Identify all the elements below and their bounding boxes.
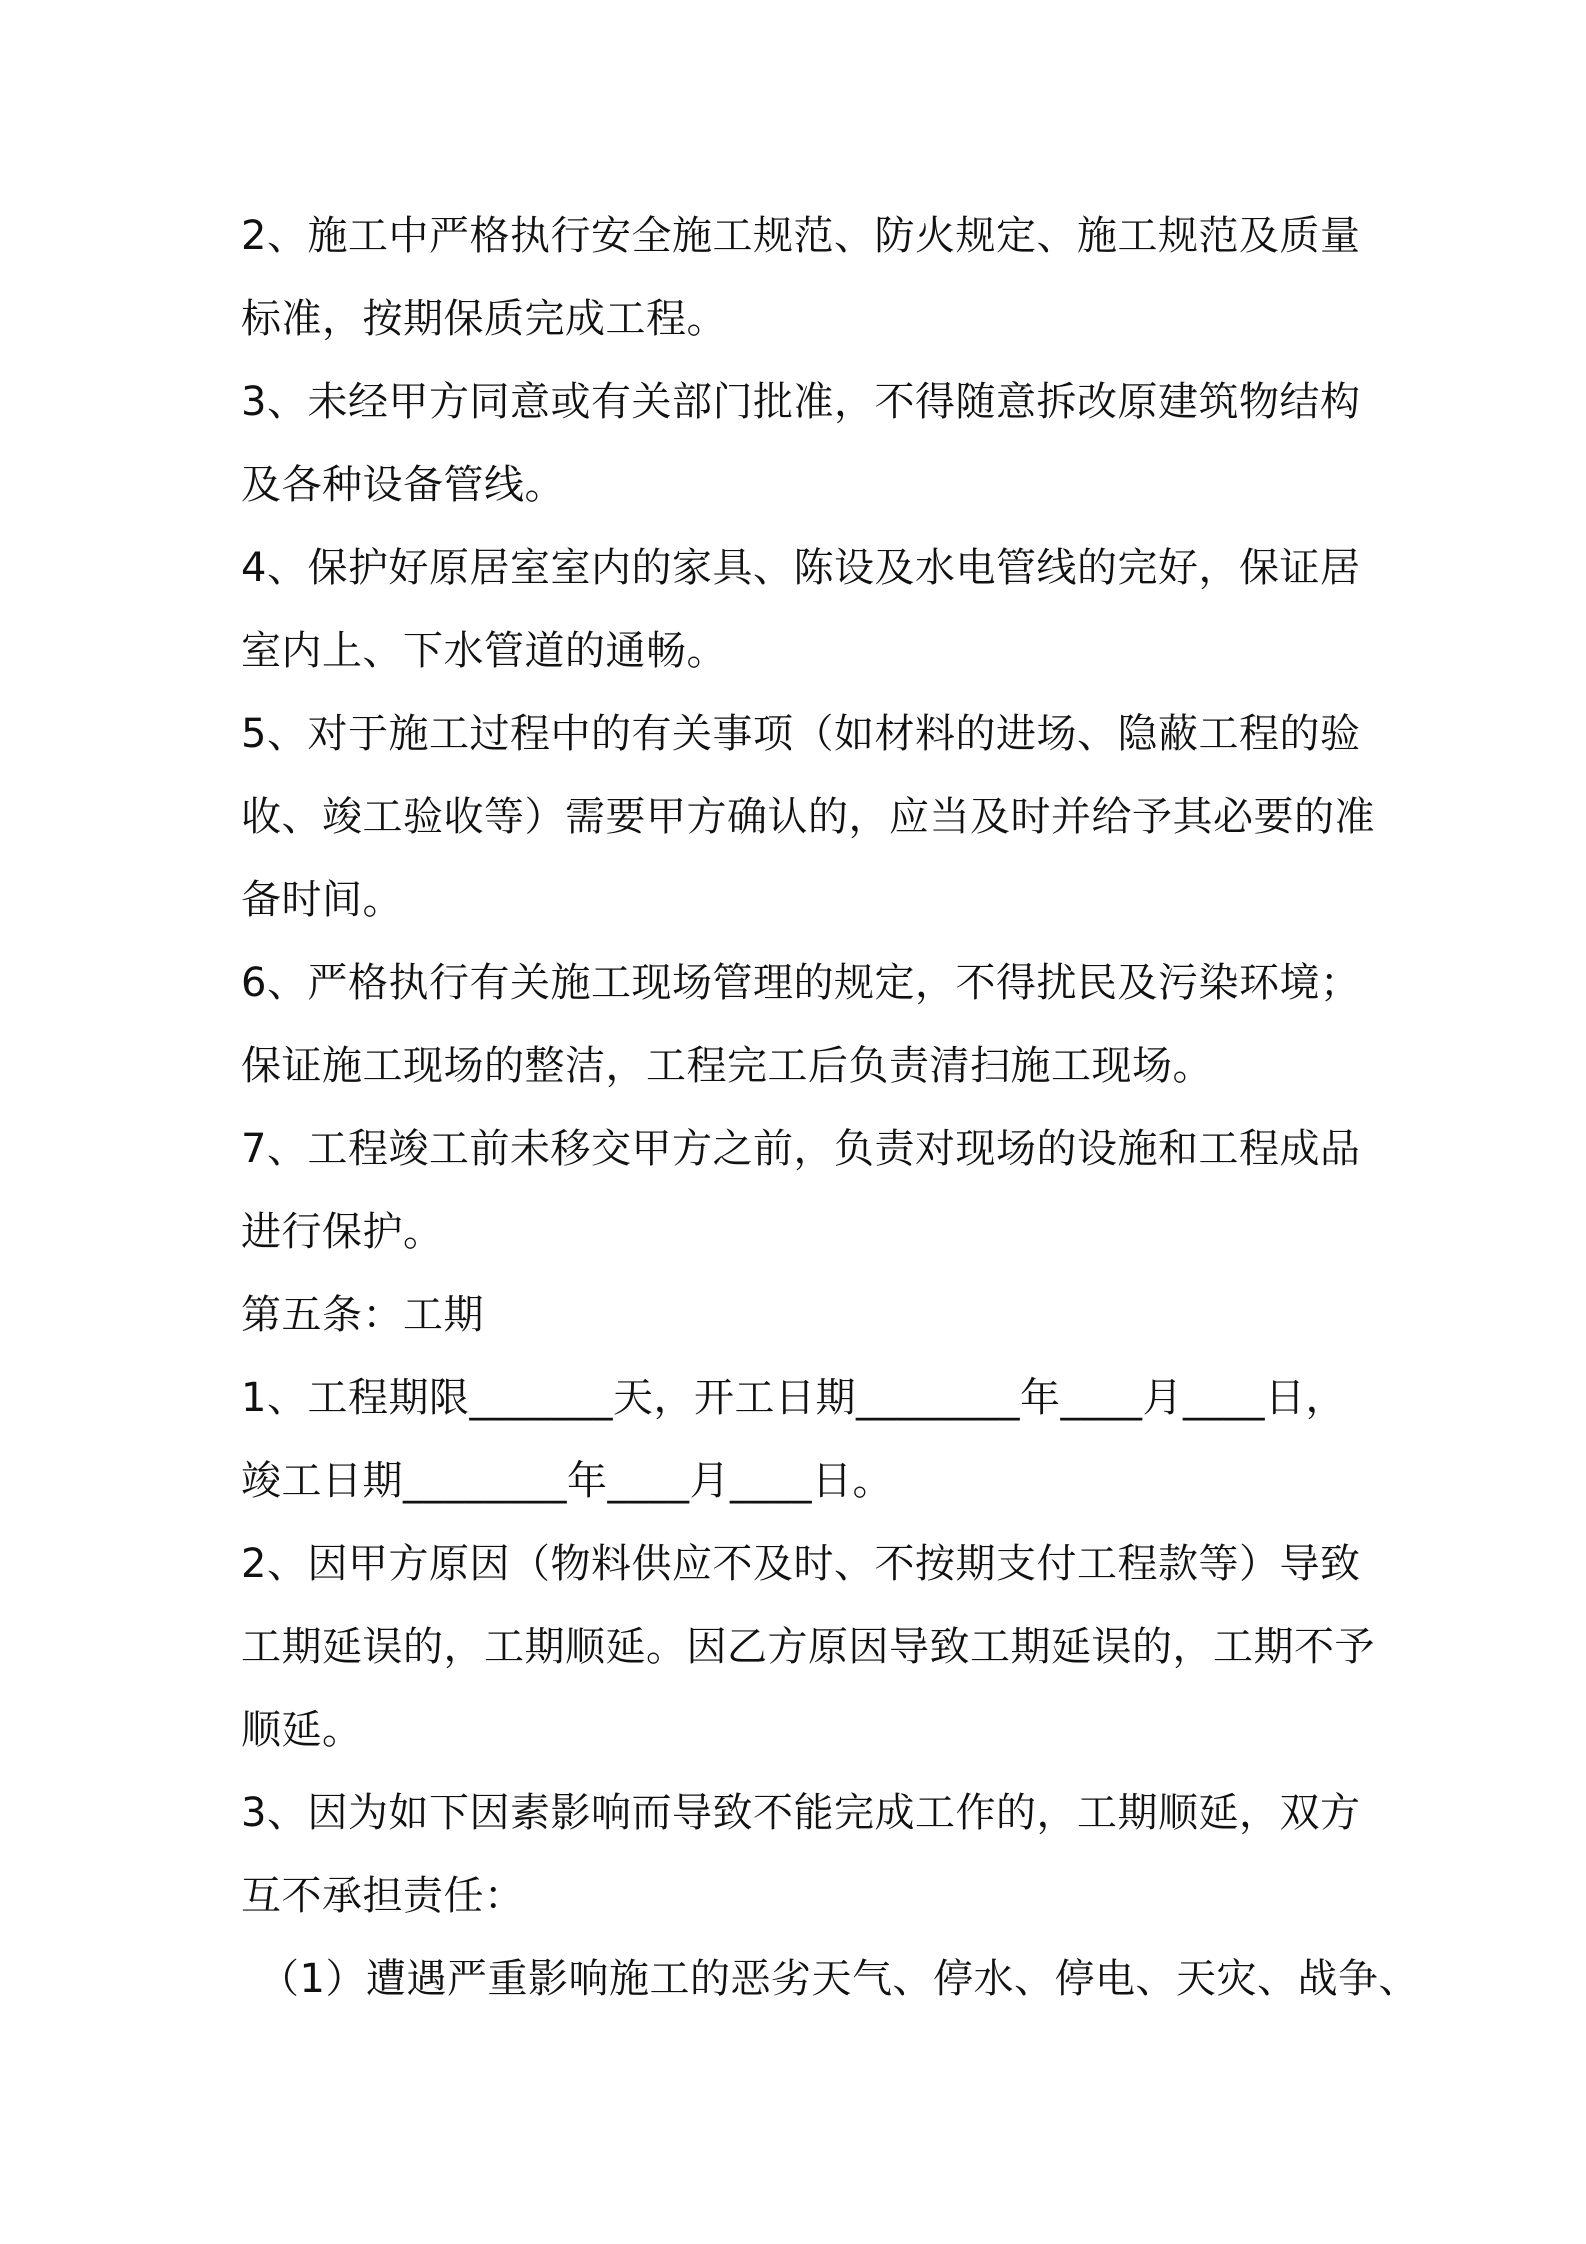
- text-line: 收、竣工验收等）需要甲方确认的，应当及时并给予其必要的准: [241, 794, 1375, 840]
- document-body: [241, 195, 1419, 2021]
- text-line: 2、施工中严格执行安全施工规范、防火规定、施工规范及质量: [241, 213, 1361, 259]
- text-line: 5、对于施工过程中的有关事项（如材料的进场、隐蔽工程的验: [241, 711, 1361, 757]
- text-line: 工期延误的，工期顺延。因乙方原因导致工期延误的，工期不予: [241, 1624, 1375, 1670]
- text-line: 保证施工现场的整洁，工程完工后负责清扫施工现场。: [241, 1043, 1213, 1089]
- text-line: 标准，按期保质完成工程。: [241, 296, 727, 342]
- text-line: 3、因为如下因素影响而导致不能完成工作的，工期顺延，双方: [241, 1790, 1361, 1836]
- text-line: 4、保护好原居室室内的家具、陈设及水电管线的完好，保证居: [241, 545, 1361, 591]
- text-line: 竣工日期________年____月____日。: [241, 1458, 893, 1504]
- text-line: 及各种设备管线。: [241, 462, 565, 508]
- text-line: （1）遭遇严重影响施工的恶劣天气、停水、停电、天灾、战争、: [259, 1956, 1419, 2002]
- text-line: 3、未经甲方同意或有关部门批准，不得随意拆改原建筑物结构: [241, 379, 1361, 425]
- text-line: 6、严格执行有关施工现场管理的规定，不得扰民及污染环境；: [241, 960, 1361, 1006]
- text-line: 室内上、下水管道的通畅。: [241, 628, 727, 674]
- text-line: 进行保护。: [241, 1209, 444, 1255]
- text-line: 顺延。: [241, 1707, 363, 1753]
- text-line: 7、工程竣工前未移交甲方之前，负责对现场的设施和工程成品: [241, 1126, 1361, 1172]
- text-line: 互不承担责任：: [241, 1873, 525, 1919]
- text-line: 备时间。: [241, 877, 403, 923]
- text-line: 2、因甲方原因（物料供应不及时、不按期支付工程款等）导致: [241, 1541, 1361, 1587]
- section-heading: 第五条：工期: [241, 1292, 484, 1338]
- text-line: 1、工程期限_______天，开工日期________年____月____日，: [241, 1375, 1346, 1421]
